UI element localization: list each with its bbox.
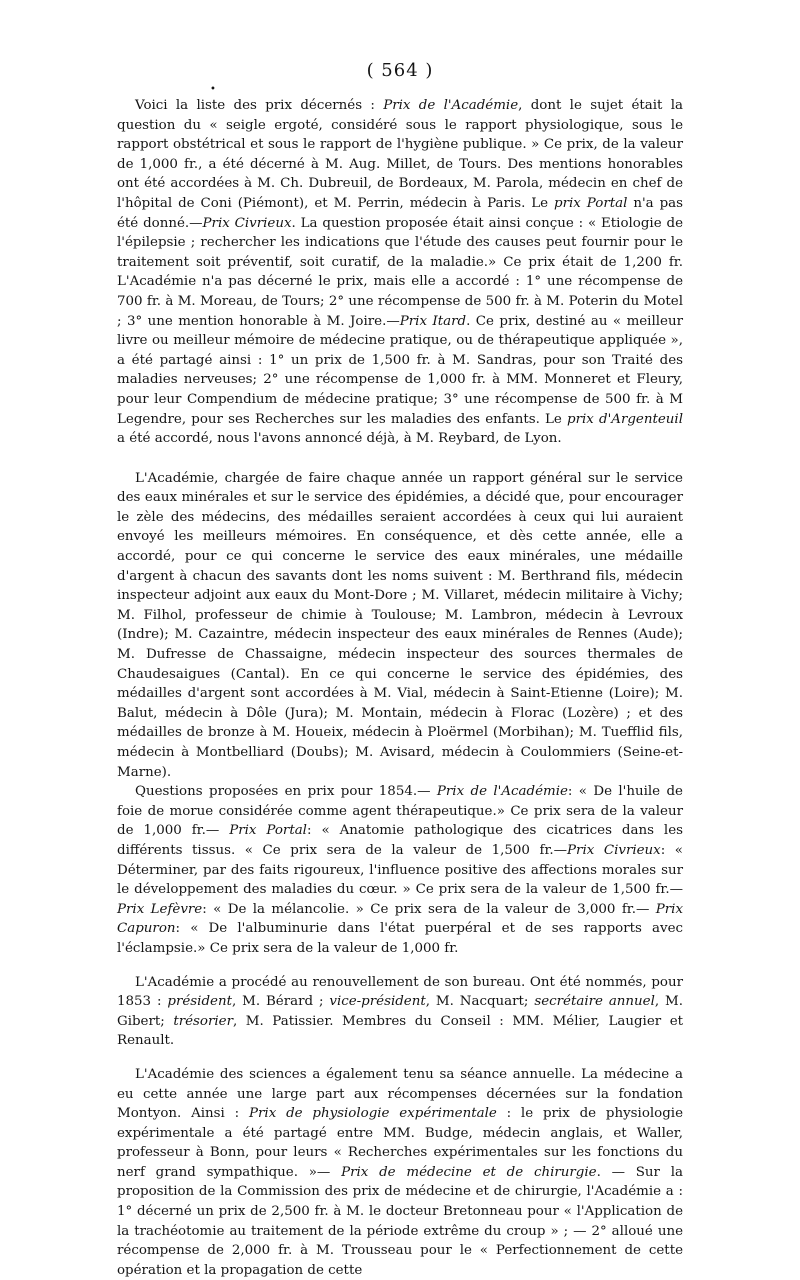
italic-run: Prix de physiologie expérimentale [249, 1106, 497, 1122]
paragraph-questions-1854 [117, 782, 683, 958]
text-run: Voici la liste des prix décernés : [135, 98, 384, 113]
italic-run: Prix Civrieux [202, 215, 292, 231]
italic-run: Prix Itard [399, 313, 467, 329]
text-run: . La question proposée était ainsi conçue : « Etiologie de l'épilepsie ; rechercher les indications que l'étude des causes peut fournir pour le traitement soit préventif, soit curatif, de la maladie.» Ce prix était de 1,200 fr. L'Académie n'a pas décerné le prix, mais elle a accordé : 1° une récompense de 700 fr. à M. Moreau, de Tours; 2° une récompense de 500 fr. à M. Poterin du Motel ; 3° une mention honorable à M. Joire.— [117, 215, 683, 329]
text-run: : « Anatomie pathologique des cicatrices dans les différents tissus. « Ce prix sera de la valeur de 1,500 fr.— [117, 823, 683, 858]
text-run: : « Déterminer, par des faits rigoureux, l'influence positive des affections morales sur le développement des maladies du cœur. » Ce prix sera de la valeur de 1,500 fr.— [117, 842, 683, 898]
text-run: L'Académie des sciences a également tenu sa séance annuelle. La médecine a eu cette année une large part aux récompenses décernées sur la fondation Montyon. Ainsi : [117, 1066, 683, 1122]
text-run: , dont le sujet était la question du « seigle ergoté, considéré sous le rapport physiologique, sous le rapport obstétrical et sous le rapport de l'hygiène publique. » Ce prix, de la valeur de 1,000 fr., a été décerné à M. Aug. Millet, de Tours. Des mentions honorables ont été accordées à M. Ch. Dubreuil, de Bordeaux, M. Parola, médecin en chef de l'hôpital de Coni (Piémont), et M. Perrin, médecin à Paris. Le [117, 98, 683, 211]
paragraph-medals [117, 469, 683, 783]
text-run: : « De l'albuminurie dans l'état puerpéral et de ses rapports avec l'éclampsie.» Ce prix sera de la valeur de 1,000 fr. [117, 921, 683, 956]
text-run: , M. Bérard ; [231, 994, 330, 1010]
page-number: ( 564 ) [366, 60, 434, 81]
paragraph-academie-sciences [117, 1065, 683, 1280]
text-run: , M. Patissier. Membres du Conseil : MM. Mélier, Laugier et Renault. [117, 1013, 683, 1049]
text-run: : « De l'huile de foie de morue considérée comme agent thérapeutique.» Ce prix sera de la valeur de 1,000 fr.— [117, 784, 683, 839]
italic-run: Prix de l'Académie [383, 98, 519, 113]
italic-run: Prix Lefèvre [117, 901, 203, 917]
italic-run: Prix de l'Académie [436, 784, 568, 800]
italic-run: Prix de médecine et de chirurgie [341, 1164, 597, 1180]
text-run: L'Académie a procédé au renouvellement de son bureau. Ont été nommés, pour 1853 : [117, 974, 683, 1010]
italic-run: vice-président [329, 994, 426, 1010]
italic-run: prix Portal [554, 195, 628, 211]
italic-run: Prix Capuron [117, 901, 684, 937]
document-body [117, 96, 683, 1280]
italic-run: prix d'Argenteuil [567, 411, 683, 427]
bullet-mark: • [210, 84, 216, 95]
italic-run: Prix Portal [229, 823, 307, 839]
text-run: . — Sur la proposition de la Commission des prix de médecine et de chirurgie, l'Académie a : 1° décerné un prix de 2,500 fr. à M. le docteur Bretonneau pour « l'Application de la trachéotomie au traitement de la période extrême du croup » ; — 2° alloué une récompense de 2,000 fr. à M. Trousseau pour le « Perfectionnement de cette opération et la propagation de cette [117, 1164, 683, 1278]
text-run: , M. Nacquart; [425, 994, 535, 1010]
italic-run: président [167, 994, 232, 1010]
paragraph-bureau [117, 973, 683, 1051]
text-run: , M. Gibert; [117, 994, 684, 1029]
italic-run: secrétaire annuel [534, 994, 655, 1010]
text-run: . Ce prix, destiné au « meilleur livre ou meilleur mémoire de médecine pratique, ou de thérapeutique appliquée », a été partagé ainsi : 1° un prix de 1,500 fr. à M. Sandras, pour son Traité des maladies nerveuses; 2° une récompense de 1,000 fr. à MM. Monneret et Fleury, pour leur Compendium de médecine pratique; 3° une récompense de 500 fr. à M Legendre, pour ses Recherches sur les maladies des enfants. Le [117, 313, 683, 427]
italic-run: Prix Civrieux [567, 842, 661, 858]
text-run: L'Académie, chargée de faire chaque année un rapport général sur le service des eaux minérales et sur le service des épidémies, a décidé que, pour encourager le zèle des médecins, des médailles seraient accordées à ceux qui lui auraient envoyé les meilleurs mémoires. En conséquence, et dès cette année, elle a accordé, pour ce qui concerne le service des eaux minérales, une médaille d'argent à chacun des savants dont les noms suivent : M. Berthrand fils, médecin inspecteur adjoint aux eaux du Mont-Dore ; M. Villaret, médecin militaire à Vichy; M. Filhol, professeur de chimie à Toulouse; M. Lambron, médecin à Levroux (Indre); M. Cazaintre, médecin inspecteur des eaux minérales de Rennes (Aude); M. Dufresse de Chassaigne, médecin inspecteur des sources thermales de Chaudesaigues (Cantal). En ce qui concerne le service des épidémies, des médailles d'argent sont accordées à M. Vial, médecin à Saint-Etienne (Loire); M. Balut, médecin à Dôle (Jura); M. Montain, médecin à Florac (Lozère) ; et des médailles de bronze à M. Houeix, médecin à Ploërmel (Morbihan); M. Tuefflid fils, médecin à Montbelliard (Doubs); M. Avisard, médecin à Coulommiers (Seine-et-Marne). [117, 470, 683, 780]
paragraph-academie-prizes [117, 96, 683, 449]
text-run: Questions proposées en prix pour 1854.— [135, 784, 437, 800]
text-run: n'a pas été donné.— [117, 195, 683, 231]
text-run: : « De la mélancolie. » Ce prix sera de la valeur de 3,000 fr.— [202, 901, 656, 917]
text-run: a été accordé, nous l'avons annoncé déjà, à M. Reybard, de Lyon. [117, 431, 562, 447]
italic-run: trésorier [173, 1013, 233, 1029]
text-run: : le prix de physiologie expérimentale a été partagé entre MM. Budge, médecin anglais, et Waller, professeur à Bonn, pour leurs « Recherches expérimentales sur les fonctions du nerf grand sympathique. »— [117, 1106, 683, 1180]
